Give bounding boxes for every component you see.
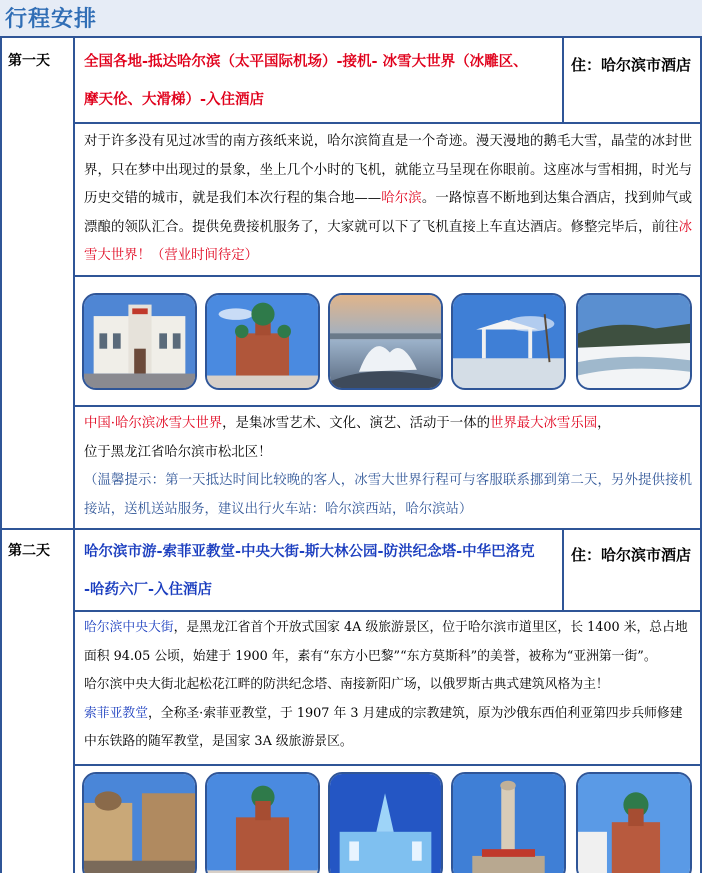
st-sophia-cathedral-photo	[205, 293, 320, 390]
day1-park-desc: 中国·哈尔滨冰雪大世界，是集冰雪艺术、文化、演艺、活动于一体的世界最大冰雪乐园， 位于黑龙江省哈尔滨市松北区！ （温馨提示：第一天抵达时间比较晚的客人，冰雪大世界行程可与客服联系挪到第二天，另外提供接机接站，送机送站服务，建议出行火车站：哈尔滨西站，哈尔滨站）	[84, 416, 692, 517]
sophia-church-photo	[205, 772, 320, 873]
street-name-highlight: 哈尔滨中央大街	[84, 620, 174, 635]
day2-stay-divider	[562, 528, 564, 612]
harbin-building-photo	[82, 293, 197, 390]
central-street-photo	[82, 772, 197, 873]
day1-intro-bottom-line	[73, 275, 702, 277]
day-divider	[0, 528, 702, 530]
intro-destination-highlight: 冰雪大世界！（营业时间待定）	[84, 219, 692, 263]
baroque-church-photo	[576, 772, 692, 873]
day1-photos-bottom-line	[73, 405, 702, 407]
day2-route-line2: -哈药六厂-入住酒店	[84, 582, 213, 598]
day1-route-line2: 摩天伦、大滑梯）-入住酒店	[84, 92, 265, 108]
day1-stay-divider	[562, 38, 564, 124]
day2-route-bottom-line	[73, 610, 702, 612]
frame-left-border	[0, 38, 2, 873]
day2-label: 第二天	[8, 543, 50, 559]
day-column-divider	[73, 38, 75, 873]
park-highlight: 世界最大冰雪乐园	[489, 416, 598, 431]
ice-palace-photo	[328, 772, 443, 873]
snowy-river-photo	[576, 293, 692, 390]
day2-desc-bottom-line	[73, 764, 702, 766]
day1-label: 第一天	[8, 53, 50, 69]
day1-route-bottom-line	[73, 122, 702, 124]
day1-tip: （温馨提示：第一天抵达时间比较晚的客人，冰雪大世界行程可与客服联系挪到第二天，另外提供接机接站，送机送站服务，建议出行火车站：哈尔滨西站，哈尔滨站）	[84, 473, 692, 517]
intro-city-highlight: 哈尔滨	[381, 191, 422, 206]
day1-stay: 住：哈尔滨市酒店	[571, 56, 692, 74]
church-name-highlight: 索菲亚教堂	[84, 705, 148, 721]
park-name-highlight: 中国·哈尔滨冰雪大世界	[84, 416, 223, 431]
day2-stay: 住：哈尔滨市酒店	[571, 546, 692, 564]
flood-memorial-tower-photo	[451, 772, 566, 873]
day2-desc: 哈尔滨中央大街，是黑龙江省首个开放式国家 4A 级旅游景区，位于哈尔滨市道里区，长 1400 米，总占地面积 94.05 公顷，始建于 1900 年，素有“东方小巴黎”“东方莫斯科”的美誉，被称为“亚洲第一街”。 哈尔滨中央大街北起松花江畔的防洪纪念塔、南接新阳广场，以俄罗斯古典式建筑风格为主！ 索菲亚教堂，全称圣·索菲亚教堂，于 1907 年 3 月建成的宗教建筑，原为沙俄东西伯利亚第四步兵师修建中东铁路的随军教堂，是国家 3A 级旅游景区。	[84, 620, 688, 749]
grand-theatre-photo	[328, 293, 443, 390]
day1-route-line1: 全国各地-抵达哈尔滨（太平国际机场）-接机- 冰雪大世界（冰雕区、	[84, 54, 528, 70]
section-header	[0, 0, 702, 38]
day1-intro: 对于许多没有见过冰雪的南方孩纸来说，哈尔滨简直是一个奇迹。漫天漫地的鹅毛大雪，晶莹的冰封世界，只在梦中出现过的景象，坐上几个小时的飞机，就能立马呈现在你眼前。这座冰与雪相拥，时光与历史交错的城市，就是我们本次行程的集合地——哈尔滨。一路惊喜不断地到达集合酒店，找到帅气或漂酿的领队汇合。提供免费接机服务了，大家就可以下了飞机直接上车直达酒店。修整完毕后，前往冰雪大世界！（营业时间待定）	[84, 134, 693, 263]
riverside-pavilion-photo	[451, 293, 566, 390]
page-title: 行程安排	[5, 7, 98, 32]
day2-route-line1: 哈尔滨市游-索菲亚教堂-中央大街-斯大林公园-防洪纪念塔-中华巴洛克	[84, 544, 535, 560]
